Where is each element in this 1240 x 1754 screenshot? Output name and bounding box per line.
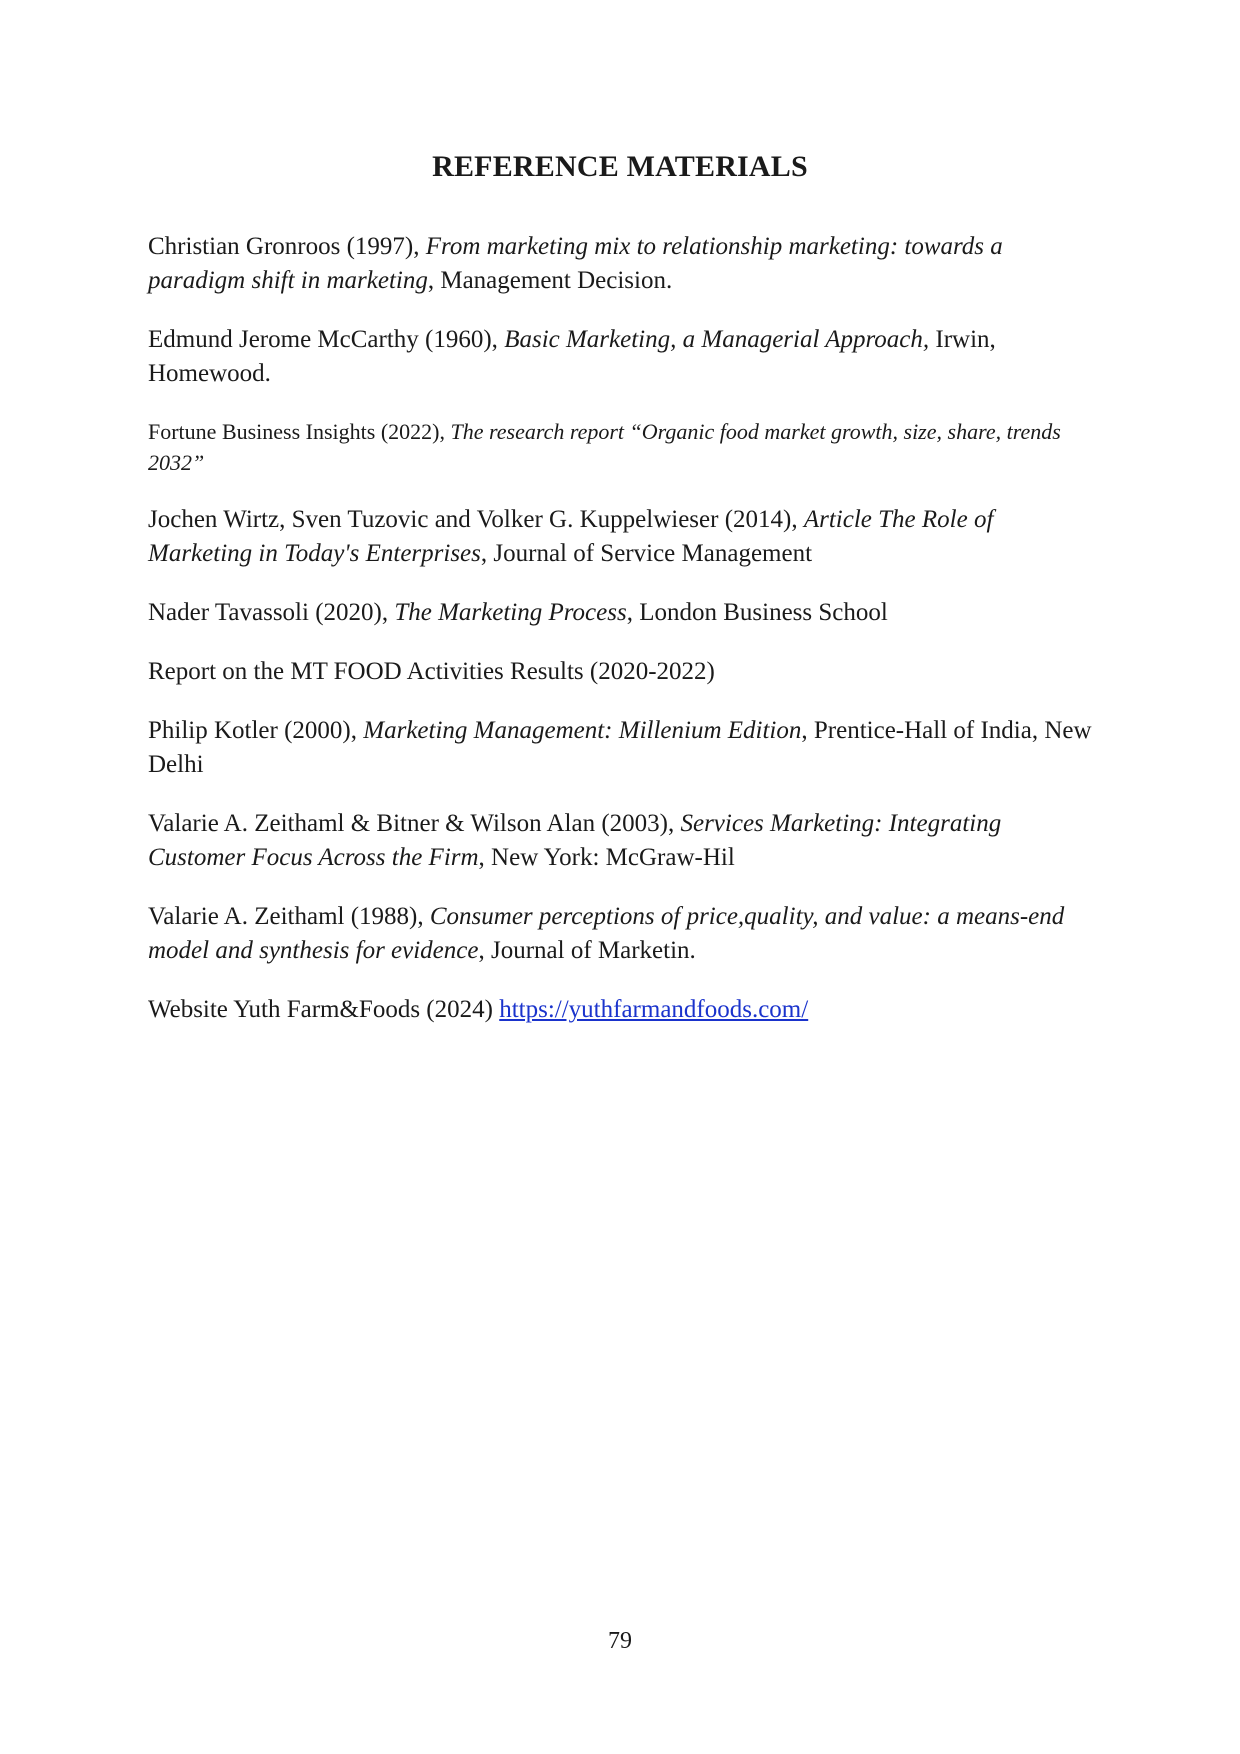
reference-source: , Prentice-Hall of India, New Delhi — [148, 717, 1092, 778]
reference-item-mccarthy — [148, 323, 1098, 391]
reference-source: , Management Decision. — [427, 267, 673, 294]
reference-item-yuth-website — [148, 993, 1098, 1027]
reference-author: Valarie A. Zeithaml (1988), — [148, 903, 430, 930]
reference-author: Website Yuth Farm&Foods (2024) — [148, 996, 500, 1023]
reference-author: Philip Kotler (2000), — [148, 717, 364, 744]
reference-title: Consumer perceptions of price,quality, and value: a means-end model and synthesis for evidence — [148, 903, 1065, 964]
reference-title: The Marketing Process — [394, 599, 627, 626]
reference-author: Jochen Wirtz, Sven Tuzovic and Volker G. Kuppelwieser (2014), — [148, 506, 804, 533]
reference-item-gronroos — [148, 230, 1098, 298]
reference-item-mt-food — [148, 655, 1098, 689]
reference-author: Report on the MT FOOD Activities Results (2020-2022) — [148, 658, 715, 685]
reference-title: Marketing Management: Millenium Edition — [363, 717, 802, 744]
reference-title: From marketing mix to relationship marketing: towards a paradigm shift in marketing — [148, 233, 1003, 294]
reference-item-kotler — [148, 714, 1098, 782]
reference-title: Services Marketing: Integrating Customer Focus Across the Firm — [148, 810, 1002, 871]
reference-author: Nader Tavassoli (2020), — [148, 599, 395, 626]
reference-author: Edmund Jerome McCarthy (1960), — [148, 326, 505, 353]
reference-source: , London Business School — [626, 599, 888, 626]
reference-title: Article The Role of Marketing in Today's Enterprises — [148, 506, 994, 567]
reference-author: Valarie A. Zeithaml & Bitner & Wilson Alan (2003), — [148, 810, 681, 837]
reference-list — [148, 230, 1098, 1052]
reference-source: , Journal of Service Management — [480, 540, 813, 567]
reference-item-wirtz — [148, 503, 1098, 571]
reference-item-tavassoli — [148, 596, 1098, 630]
reference-author: Fortune Business Insights (2022), — [148, 419, 451, 444]
reference-title: The research report “Organic food market growth, size, share, trends 2032” — [148, 419, 1061, 475]
reference-source: , Journal of Marketin. — [478, 937, 696, 964]
reference-author: Christian Gronroos (1997), — [148, 233, 426, 260]
website-link[interactable]: https://yuthfarmandfoods.com/ — [499, 996, 809, 1023]
reference-item-zeithaml-2003 — [148, 807, 1098, 875]
reference-item-zeithaml-1988 — [148, 900, 1098, 968]
reference-source: Irwin, Homewood. — [148, 326, 996, 387]
reference-title: Basic Marketing, a Managerial Approach, — [504, 326, 930, 353]
page-title: REFERENCE MATERIALS — [432, 150, 808, 183]
page-number: 79 — [608, 1628, 632, 1654]
reference-source: , New York: McGraw-Hil — [478, 844, 735, 871]
reference-item-fortune — [148, 416, 1098, 478]
